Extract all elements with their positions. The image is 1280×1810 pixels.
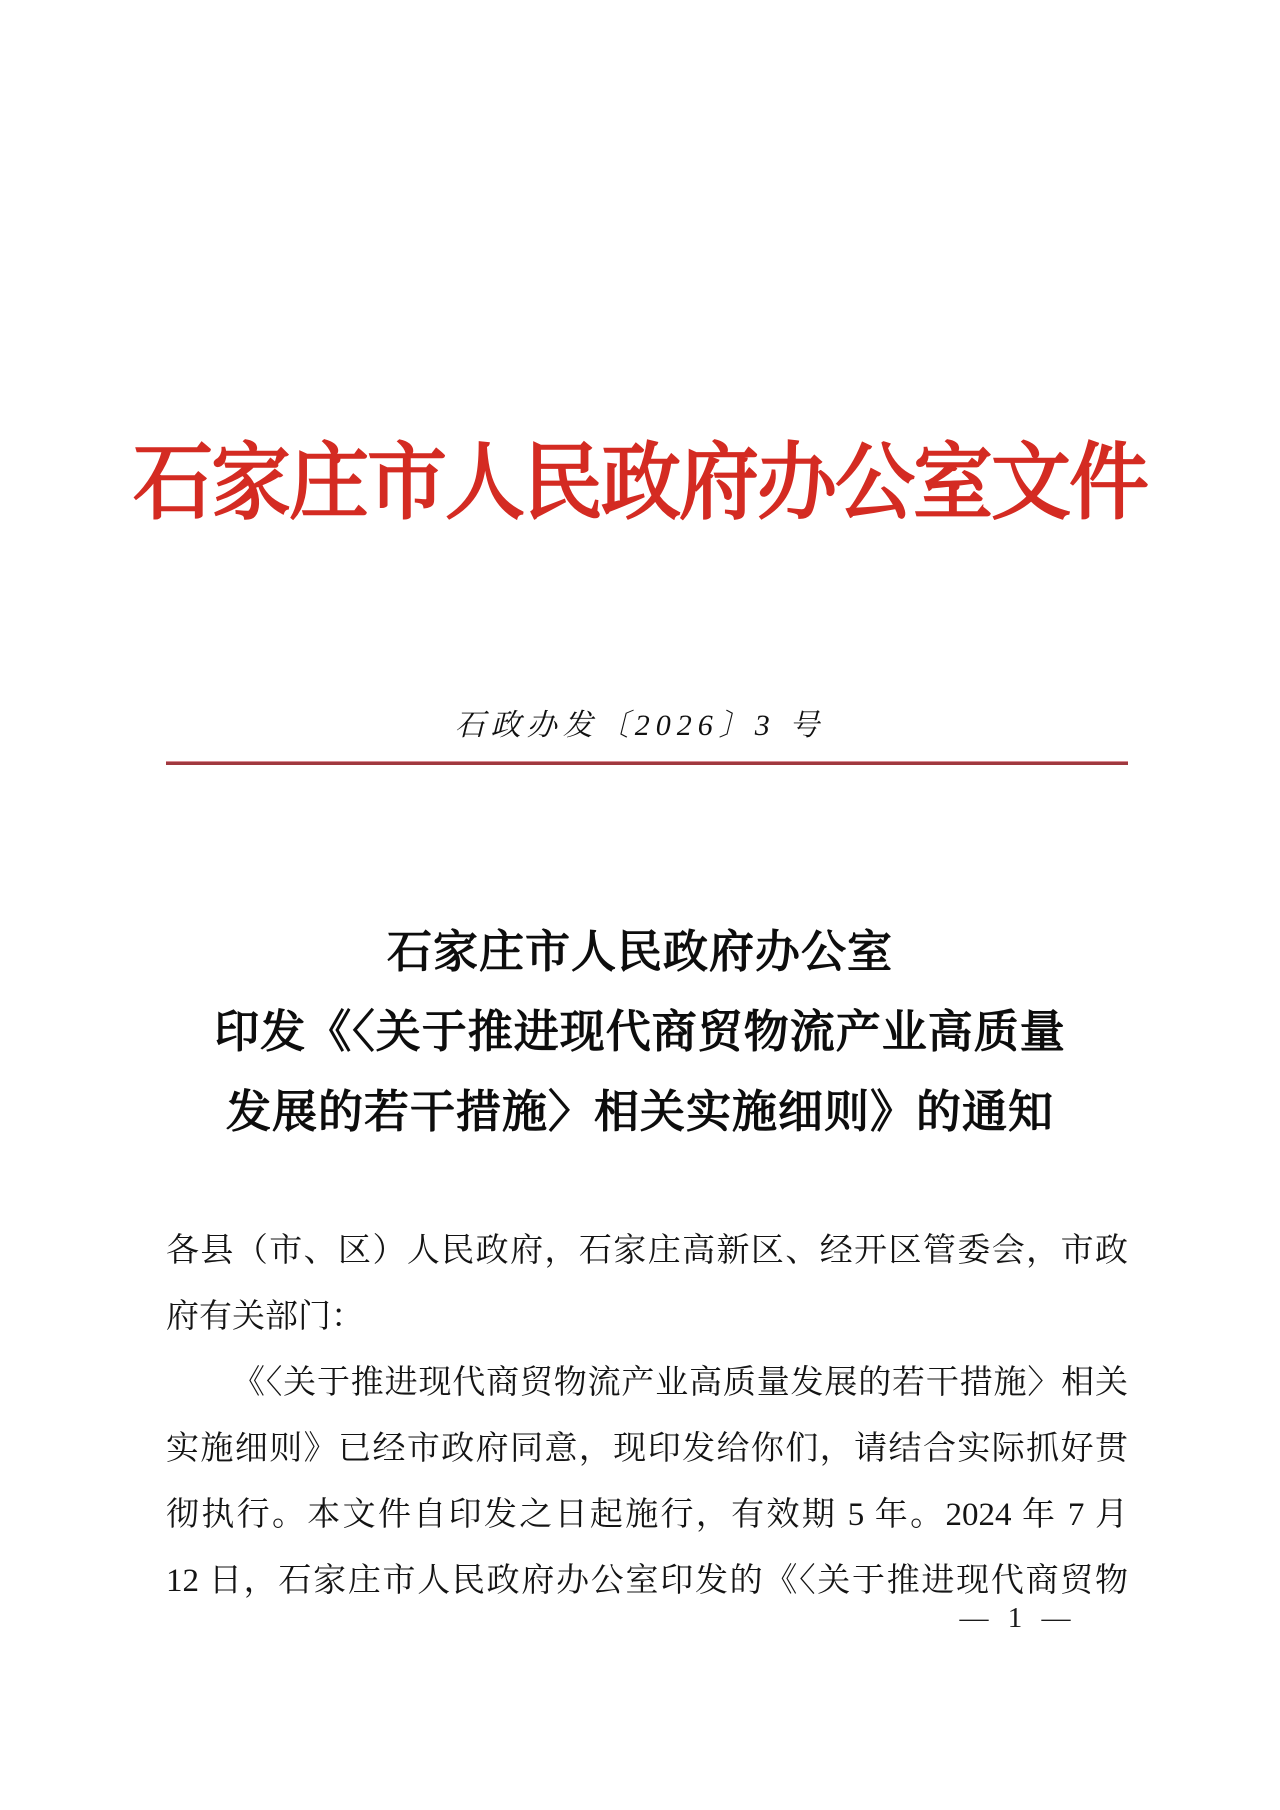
body-line-paragraph-1: 《〈关于推进现代商贸物流产业高质量发展的若干措施〉相关 bbox=[232, 1365, 1128, 1401]
body-line-paragraph-4: 12 日，石家庄市人民政府办公室印发的《〈关于推进现代商贸物 bbox=[166, 1563, 1128, 1599]
red-separator-line bbox=[166, 761, 1128, 765]
body-line-recipients-2: 府有关部门： bbox=[166, 1299, 364, 1335]
notice-title-line-1: 石家庄市人民政府办公室 bbox=[386, 927, 893, 977]
document-body bbox=[166, 1218, 1128, 1614]
notice-title-line-3: 发展的若干措施〉相关实施细则》的通知 bbox=[225, 1087, 1054, 1137]
document-number: 石政办发〔2026〕3 号 bbox=[454, 709, 826, 742]
letterhead-title: 石家庄市人民政府办公室文件 bbox=[133, 438, 1147, 531]
notice-title bbox=[0, 912, 1280, 1152]
notice-title-line-2: 印发《〈关于推进现代商贸物流产业高质量 bbox=[214, 1007, 1066, 1057]
body-line-paragraph-3: 彻执行。本文件自印发之日起施行，有效期 5 年。2024 年 7 月 bbox=[166, 1497, 1128, 1533]
body-line-paragraph-2: 实施细则》已经市政府同意，现印发给你们，请结合实际抓好贯 bbox=[166, 1431, 1128, 1467]
body-line-recipients-1: 各县（市、区）人民政府，石家庄高新区、经开区管委会，市政 bbox=[166, 1233, 1128, 1269]
page-number: — 1 — bbox=[959, 1602, 1077, 1634]
